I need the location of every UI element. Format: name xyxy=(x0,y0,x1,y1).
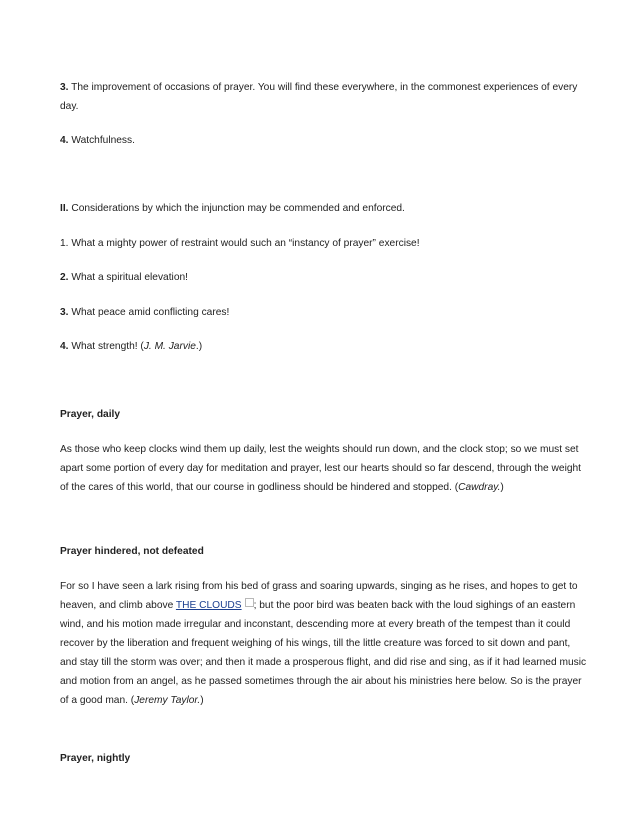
citation-end: ) xyxy=(500,482,504,493)
point-text: The improvement of occasions of prayer. You will find these everywhere, in the commonest experiences of every day. xyxy=(60,82,578,112)
paragraph-prayer-hindered xyxy=(60,577,590,710)
citation-end: .) xyxy=(195,341,203,352)
point-text: Watchfulness. xyxy=(68,135,135,146)
point-number: 4. xyxy=(60,135,69,146)
paragraph-point-4 xyxy=(60,131,590,150)
paragraph-consideration-2 xyxy=(60,268,590,287)
heading-prayer-daily: Prayer, daily xyxy=(60,409,121,420)
point-number: 3. xyxy=(60,307,69,318)
body-text: As those who keep clocks wind them up daily, lest the weights should run down, and the clock stop; so we must set apart some portion of every day for meditation and prayer, lest our hearts should so far descend, through the weight of the cares of this world, that our course in godliness should be hindered and stopped. ( xyxy=(60,444,581,493)
point-text: What a spiritual elevation! xyxy=(68,272,188,283)
paragraph-section-ii xyxy=(60,199,590,218)
paragraph-prayer-daily xyxy=(60,440,590,497)
external-link-icon xyxy=(245,598,254,607)
citation: Jeremy Taylor. xyxy=(134,695,201,706)
body-text: For so I have seen a lark rising from his bed of grass and soaring upwards, singing as he rises, and hopes to get to heaven, and climb above xyxy=(60,581,578,611)
paragraph-consideration-3 xyxy=(60,303,590,322)
the-clouds-link[interactable]: THE CLOUDS xyxy=(175,600,242,611)
point-text: What peace amid conflicting cares! xyxy=(68,307,230,318)
heading-prayer-nightly: Prayer, nightly xyxy=(60,753,131,764)
citation: J. M. Jarvie xyxy=(143,341,196,352)
point-number: 4. xyxy=(60,341,69,352)
citation-end: ) xyxy=(200,695,204,706)
paragraph-point-3 xyxy=(60,78,590,116)
paragraph-consideration-1 xyxy=(60,234,590,253)
heading-prayer-hindered: Prayer hindered, not defeated xyxy=(60,546,204,557)
point-number: 2. xyxy=(60,272,69,283)
body-text: ; but the poor bird was beaten back with the loud sighings of an eastern wind, and his motion made irregular and inconstant, descending more at every breath of the tempest than it could recover by the liberation and frequent weighing of his wings, till the little creature was forced to sit down and pant, and stay till the storm was over; and then it made a prosperous flight, and did rise and sing, as if it had learned music and motion from an angel, as he passed sometimes through the air about his ministries here below. So is the prayer of a good man. ( xyxy=(60,600,587,706)
paragraph-consideration-4 xyxy=(60,337,590,356)
consideration-text: 1. What a mighty power of restraint would such an “instancy of prayer” exercise! xyxy=(60,238,420,249)
section-text: Considerations by which the injunction may be commended and enforced. xyxy=(68,203,405,214)
section-number: II. xyxy=(60,203,69,214)
citation: Cawdray. xyxy=(458,482,501,493)
point-number: 3. xyxy=(60,82,69,93)
point-text: What strength! ( xyxy=(68,341,144,352)
